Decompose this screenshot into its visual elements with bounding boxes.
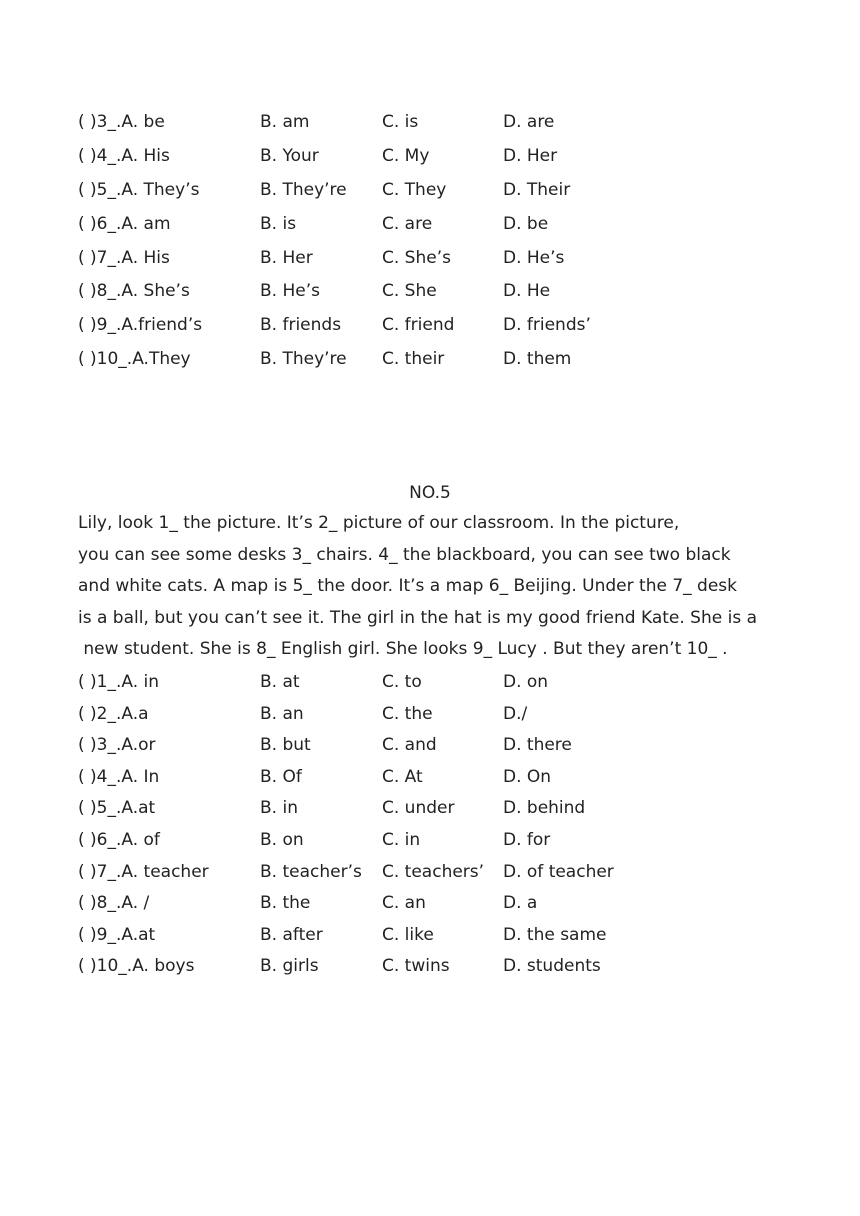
option-d: D. are: [503, 112, 555, 132]
option-d: D. He’s: [503, 247, 565, 268]
question-row: [78, 670, 798, 702]
question-row: [78, 313, 798, 347]
option-c: C. and: [382, 735, 437, 756]
option-d: D./: [503, 703, 528, 724]
question-row: [78, 702, 798, 734]
question-stem-option-a: ( )7_.A. His: [78, 247, 170, 268]
option-d: D. students: [503, 956, 601, 977]
cloze-passage: [78, 511, 798, 669]
question-stem-option-a: ( )10_.A. boys: [78, 956, 195, 977]
option-b: B. at: [260, 672, 300, 692]
option-d: D. Their: [503, 179, 571, 200]
option-c: C. the: [382, 703, 433, 724]
option-c: C. is: [382, 112, 419, 132]
question-row: [78, 178, 798, 212]
option-c: C. their: [382, 349, 445, 370]
option-d: D. friends’: [503, 315, 591, 336]
option-d: D. for: [503, 829, 551, 850]
question-row: [78, 954, 798, 986]
passage-line: is a ball, but you can’t see it. The girl in the hat is my good friend Kate. She is a: [78, 607, 757, 628]
question-stem-option-a: ( )9_.A.at: [78, 924, 156, 945]
option-b: B. but: [260, 735, 311, 756]
option-d: D. of teacher: [503, 861, 614, 882]
question-row: [78, 347, 798, 381]
question-row: [78, 733, 798, 765]
option-d: D. on: [503, 672, 549, 692]
question-stem-option-a: ( )7_.A. teacher: [78, 861, 209, 882]
option-b: B. in: [260, 798, 298, 819]
question-stem-option-a: ( )4_.A. In: [78, 766, 160, 787]
option-c: C. to: [382, 672, 422, 692]
option-b: B. am: [260, 112, 310, 132]
passage-line: and white cats. A map is 5_ the door. It’s a map 6_ Beijing. Under the 7_ desk: [78, 576, 738, 597]
question-stem-option-a: ( )2_.A.a: [78, 703, 149, 724]
question-list-previous: [78, 110, 798, 381]
question-stem-option-a: ( )6_.A. of: [78, 829, 160, 850]
option-b: B. after: [260, 924, 323, 945]
question-stem-option-a: ( )5_.A. They’s: [78, 179, 200, 200]
option-c: C. friend: [382, 315, 455, 336]
option-c: C. She’s: [382, 247, 451, 268]
option-c: C. in: [382, 829, 421, 850]
option-c: C. twins: [382, 956, 450, 977]
question-row: [78, 144, 798, 178]
question-stem-option-a: ( )3_.A.or: [78, 735, 156, 756]
option-d: D. He: [503, 281, 551, 302]
option-b: B. the: [260, 893, 311, 914]
question-row: [78, 923, 798, 955]
option-c: C. are: [382, 213, 433, 234]
option-b: B. He’s: [260, 281, 320, 302]
question-stem-option-a: ( )10_.A.They: [78, 349, 191, 370]
option-b: B. Your: [260, 145, 319, 166]
option-c: C. under: [382, 798, 455, 819]
option-d: D. the same: [503, 924, 607, 945]
question-row: [78, 212, 798, 246]
question-row: [78, 279, 798, 313]
passage-line: you can see some desks 3_ chairs. 4_ the blackboard, you can see two black: [78, 544, 731, 565]
option-b: B. an: [260, 703, 304, 724]
option-d: D. On: [503, 766, 552, 787]
question-row: [78, 860, 798, 892]
question-stem-option-a: ( )8_.A. /: [78, 893, 150, 914]
question-stem-option-a: ( )5_.A.at: [78, 798, 156, 819]
question-stem-option-a: ( )4_.A. His: [78, 145, 170, 166]
option-c: C. like: [382, 924, 434, 945]
option-b: B. Her: [260, 247, 313, 268]
option-b: B. Of: [260, 766, 302, 787]
question-stem-option-a: ( )9_.A.friend’s: [78, 315, 203, 336]
option-b: B. on: [260, 829, 304, 850]
option-d: D. Her: [503, 145, 558, 166]
option-b: B. They’re: [260, 179, 347, 200]
option-c: C. At: [382, 766, 423, 787]
question-row: [78, 110, 798, 144]
option-d: D. be: [503, 213, 549, 234]
section-title: NO.5: [409, 483, 451, 503]
option-d: D. a: [503, 893, 538, 914]
passage-line: new student. She is 8_ English girl. She looks 9_ Lucy . But they aren’t 10_ .: [78, 639, 728, 660]
question-row: [78, 246, 798, 280]
option-b: B. They’re: [260, 349, 347, 370]
option-b: B. is: [260, 213, 297, 234]
option-d: D. there: [503, 735, 572, 756]
question-stem-option-a: ( )6_.A. am: [78, 213, 171, 234]
question-stem-option-a: ( )1_.A. in: [78, 672, 160, 692]
question-row: [78, 765, 798, 797]
option-c: C. My: [382, 145, 430, 166]
option-c: C. She: [382, 281, 437, 302]
option-c: C. They: [382, 179, 447, 200]
option-c: C. teachers’: [382, 861, 485, 882]
option-c: C. an: [382, 893, 426, 914]
option-b: B. friends: [260, 315, 342, 336]
question-list-no5: [78, 670, 798, 986]
question-stem-option-a: ( )3_.A. be: [78, 112, 165, 132]
question-row: [78, 828, 798, 860]
option-d: D. them: [503, 349, 572, 370]
question-stem-option-a: ( )8_.A. She’s: [78, 281, 190, 302]
question-row: [78, 891, 798, 923]
option-d: D. behind: [503, 798, 586, 819]
question-row: [78, 796, 798, 828]
option-b: B. girls: [260, 956, 319, 977]
option-b: B. teacher’s: [260, 861, 362, 882]
passage-line: Lily, look 1_ the picture. It’s 2_ picture of our classroom. In the picture,: [78, 513, 680, 533]
